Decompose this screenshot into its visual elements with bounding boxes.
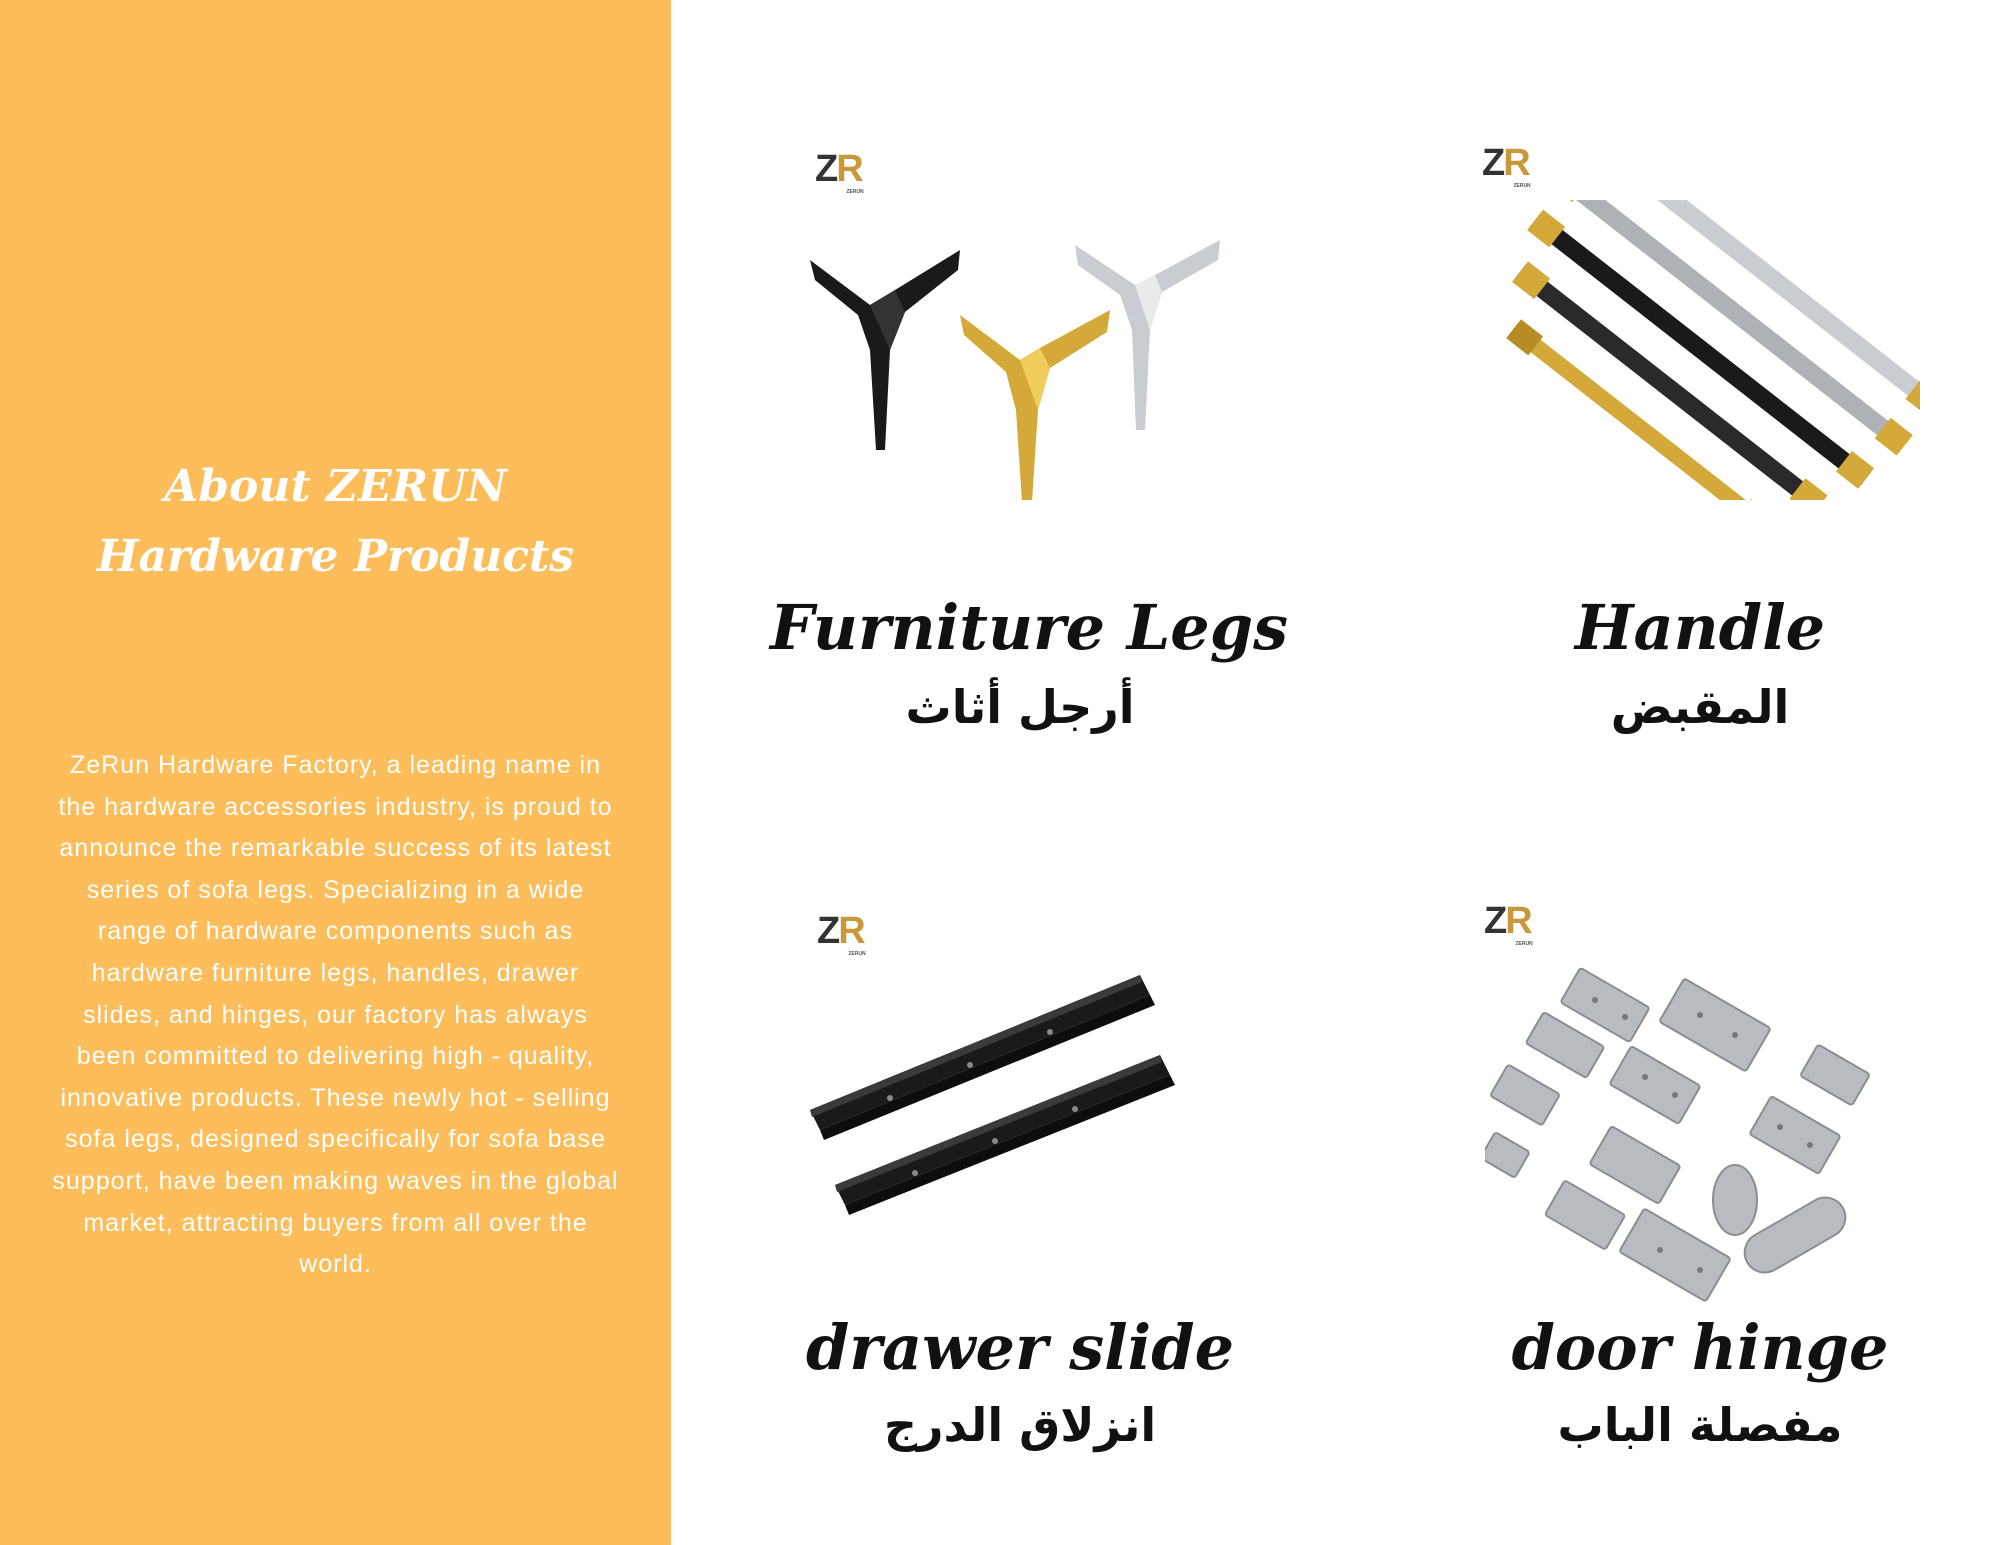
product-card-door-hinge [1440,890,1960,1490]
drawer-slide-image [810,970,1230,1230]
door-hinge-image [1485,945,1905,1305]
handle-image [1480,200,1920,500]
black-leg-icon [810,250,960,450]
furniture-legs-title: Furniture Legs [770,591,1289,664]
handle-title-ar: المقبض [1610,680,1790,734]
about-title-line1: About ZERUN [164,461,507,512]
zr-logo: ZR ZERUN [817,910,866,957]
about-body-text: ZeRun Hardware Factory, a leading name in the hardware accessories industry, is proud to announce the remarkable success of its latest series of sofa legs. Specializing in a wide range of hardware components such as hardware furniture legs, handles, drawer slides, and hinges, our factory has always been committed to delivering high - quality, innovative products. These newly hot - selling sofa legs, designed specifically for sofa base support, have been making waves in the global market, attracting buyers from all over the world. [52,751,619,1279]
about-sidebar [0,0,671,1545]
zr-logo: ZR ZERUN [815,148,864,195]
product-card-furniture-legs [770,130,1289,770]
furniture-legs-image [810,240,1230,500]
furniture-legs-title-ar: أرجل أثاث [905,680,1135,734]
product-card-handle [1440,130,1960,770]
zr-logo: ZR ZERUN [1484,900,1533,947]
about-title-line2: Hardware Products [96,531,575,582]
handle-title: Handle [1574,591,1826,664]
drawer-slide-title-ar: انزلاق الدرج [883,1398,1157,1452]
zr-logo: ZR ZERUN [1482,142,1531,189]
door-hinge-title: door hinge [1511,1311,1889,1384]
gold-leg-icon [960,310,1110,500]
slide-rail-icon [810,975,1155,1140]
drawer-slide-title: drawer slide [805,1311,1235,1384]
about-title [40,452,631,592]
product-card-drawer-slide [770,890,1270,1490]
door-hinge-title-ar: مفصلة الباب [1557,1398,1843,1452]
